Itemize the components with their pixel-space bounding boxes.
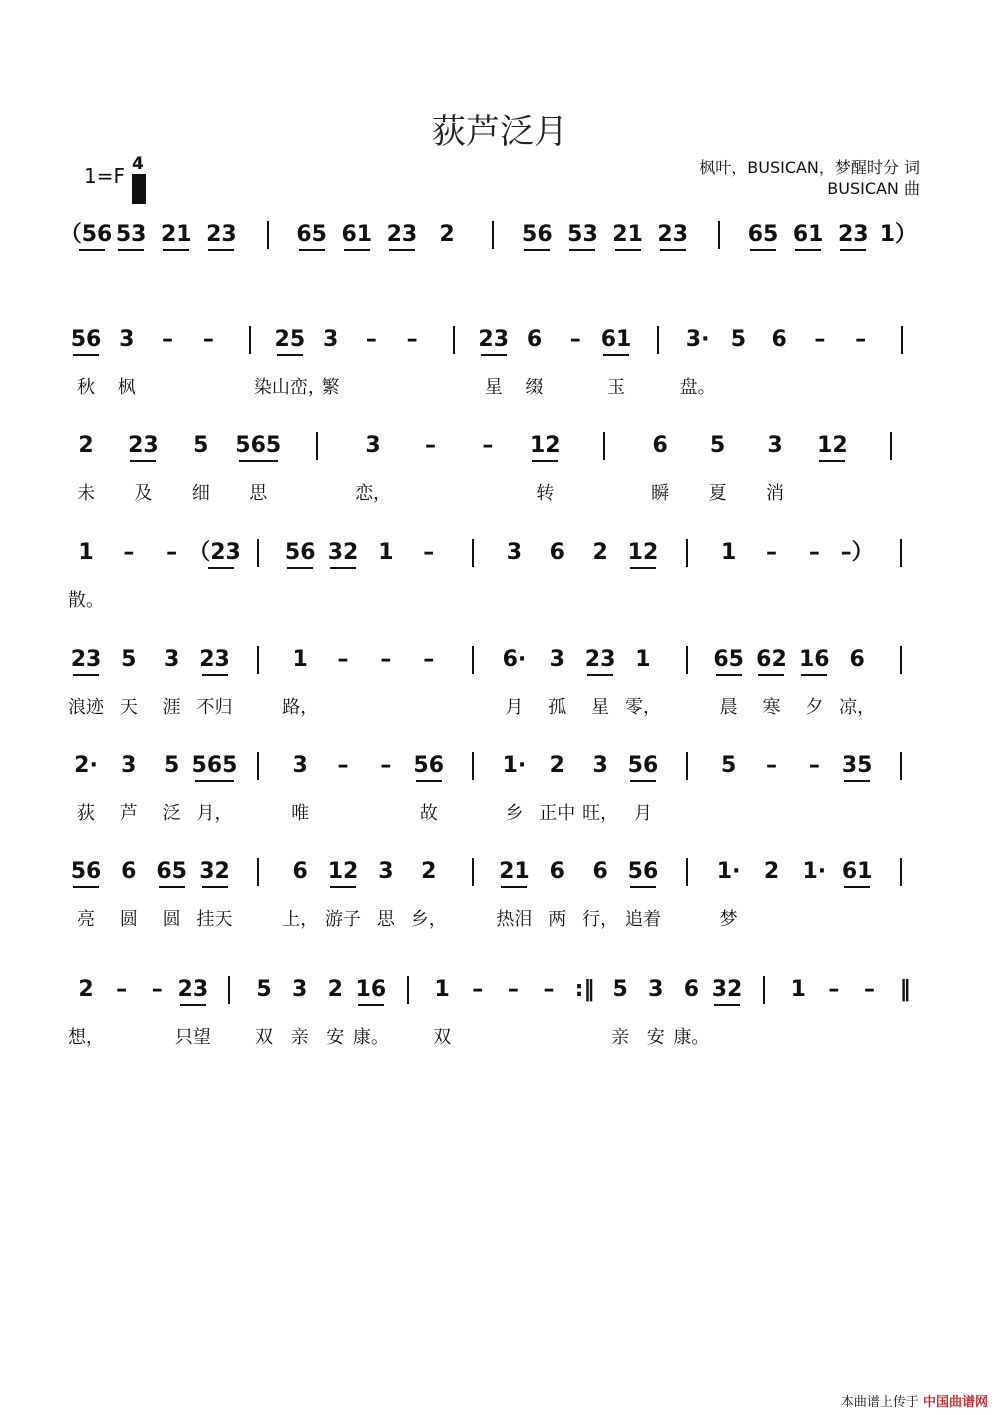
note-token: 53 [567,222,598,247]
note-token: 23 [657,222,689,247]
key-signature: 1=F [84,164,125,188]
time-signature [132,154,144,194]
note-token: 3 [549,647,565,672]
barline [686,646,688,674]
beam-underline [660,249,686,251]
lyric-text: 及 [134,483,153,504]
note-token: 32 [327,540,359,565]
lyric-text: 繁 [321,377,340,398]
note-token: 3 [506,540,523,565]
note-token: 6 [549,859,565,884]
barline [472,752,474,780]
note-token: 61 [841,859,873,884]
lyric-text: 芦 [119,803,138,824]
barline [472,858,474,886]
lyric-text: 思 [249,483,268,504]
note-token: – [828,977,840,1002]
note-token: 2 [327,977,343,1002]
lyric-text: 圆 [119,909,138,930]
note-token: – [151,977,163,1002]
note-token: 6 [771,327,787,352]
lyric-text: 康。 [673,1027,710,1048]
barline [472,539,474,567]
beam-underline [603,354,629,356]
note-token: 23 [837,222,869,247]
note-token: 6 [549,540,565,565]
note-token: 2 [78,977,94,1002]
lyric-text: 亮 [77,909,95,930]
lyric-text: 玉 [607,377,626,398]
lyric-text: 正中 [539,803,576,824]
lyric-text: 夏 [708,483,727,504]
note-token: 3 [292,977,308,1002]
barline [257,752,259,780]
lyric-text: 凉， [839,697,876,718]
beam-underline [73,354,99,356]
lyric-text: 两 [548,909,567,930]
beam-underline [615,249,641,251]
note-token: :‖ [574,977,595,1002]
lyric-text: 未 [77,483,95,504]
note-token: 23 [177,977,209,1002]
lyric-text: 只望 [174,1027,211,1048]
beam-underline [389,249,415,251]
note-token: 23 [206,222,237,247]
note-token: ‖ [899,977,911,1002]
beam-underline [844,780,870,782]
lyric-text: 路， [282,697,319,718]
note-token: – [406,327,418,352]
note-token: 3 [119,327,135,352]
beam-underline [758,674,784,676]
beam-underline [630,886,656,888]
note-token: 23 [478,327,510,352]
note-token: 2 [592,540,608,565]
note-token: （23 [188,540,241,565]
barline [901,326,903,354]
barline [900,752,902,780]
note-token: – [423,540,435,565]
barline [686,858,688,886]
note-token: – [808,540,820,565]
lyric-text: 缀 [525,377,544,398]
note-token: 56 [413,753,445,778]
barline [603,432,605,460]
score-system [0,976,1000,1056]
barline [257,858,259,886]
note-token: 1 [790,977,806,1002]
lyric-text: 浪迹 [68,697,104,718]
beam-underline [208,567,234,569]
lyric-text: 双 [255,1027,274,1048]
beam-underline [277,354,303,356]
note-token: 56 [522,222,553,247]
lyric-text: 乡 [505,803,524,824]
lyric-text: 唯 [291,803,310,824]
credits [699,157,920,199]
beam-underline [73,674,99,676]
note-token: 3 [322,327,339,352]
note-token: 53 [115,222,147,247]
beam-underline [202,886,228,888]
lyric-text: 康。 [352,1027,389,1048]
note-token: 12 [327,859,359,884]
note-token: 56 [70,859,102,884]
beam-underline [795,249,821,251]
note-token: （56 [59,222,113,247]
note-token: 3 [365,433,381,458]
barline [763,976,765,1004]
note-token: 32 [199,859,230,884]
note-token: 3 [767,433,783,458]
note-token: 65 [156,859,187,884]
note-token: – [482,433,494,458]
note-token: 565 [191,753,238,778]
barline [900,858,902,886]
note-token: 1· [802,859,827,884]
footer [841,1391,988,1410]
note-token: 5 [720,753,737,778]
note-token: 61 [792,222,824,247]
note-token: 16 [799,647,830,672]
barline [900,646,902,674]
lyric-text: 月 [505,697,524,718]
note-token: 56 [284,540,316,565]
lyric-text: 泛 [162,803,181,824]
note-token: 5 [256,977,272,1002]
beam-underline [840,249,866,251]
note-token: 1 [720,540,737,565]
note-token: 6 [592,859,608,884]
note-token: 5 [121,647,137,672]
lyric-text: 晨 [719,697,738,718]
beam-underline [532,460,558,462]
lyric-text: 亲 [611,1027,630,1048]
beam-underline [844,886,870,888]
note-token: 2· [74,753,98,778]
note-token: – [380,753,392,778]
note-token: 5 [193,433,209,458]
note-token: 1 [378,540,394,565]
barline [316,432,318,460]
beam-underline [716,674,742,676]
barline [718,221,720,249]
note-token: – [424,433,436,458]
note-token: 3 [121,753,137,778]
lyric-text: 寒 [762,697,781,718]
note-token: – [507,977,519,1002]
note-token: 21 [499,859,530,884]
lyric-text: 星 [591,697,610,718]
note-token: 21 [612,222,643,247]
lyric-text: 双 [433,1027,452,1048]
beam-underline [416,780,442,782]
note-token: 23 [128,433,159,458]
beam-underline [159,886,185,888]
note-token: 1 [635,647,651,672]
note-token: 56 [627,753,659,778]
note-token: 23 [199,647,230,672]
time-sig-top: 4 [132,154,144,174]
beam-underline [180,1004,206,1006]
note-token: – [337,753,349,778]
note-token: 56 [70,327,102,352]
note-token: – [162,327,174,352]
note-token: 3· [685,327,710,352]
beam-underline [750,249,776,251]
beam-underline [344,249,370,251]
beam-underline [330,886,356,888]
note-token: – [423,647,435,672]
note-token: – [855,327,867,352]
note-token: 3 [592,753,608,778]
lyric-text: 消 [765,483,784,504]
note-token: 62 [756,647,787,672]
beam-underline [163,249,189,251]
note-token: – [337,647,349,672]
note-token: 2 [421,859,437,884]
barline [657,326,659,354]
beam-underline [630,567,656,569]
page-title: 荻芦泛月 [432,112,568,152]
note-token: 12 [530,433,561,458]
lyric-text: 追着 [624,909,661,930]
note-token: –） [840,540,874,565]
note-token: – [814,327,826,352]
lyric-text: 孤 [548,697,567,718]
note-token: 5 [730,327,747,352]
note-token: – [123,540,135,565]
lyric-text: 挂天 [196,909,233,930]
lyric-text: 乡， [410,909,447,930]
note-token: 65 [296,222,327,247]
barline [249,326,251,354]
note-token: 2 [763,859,780,884]
note-token: 3 [648,977,664,1002]
lyric-text: 涯 [162,697,181,718]
beam-underline [481,354,507,356]
lyric-text: 月 [633,803,652,824]
note-token: – [380,647,392,672]
lyricist-credit: 枫叶，BUSICAN，梦醒时分 词 [699,158,920,177]
barline [686,539,688,567]
note-token: 6 [121,859,137,884]
lyric-text: 月， [196,803,233,824]
note-token: 1· [502,753,527,778]
barline [492,221,494,249]
barline [257,539,259,567]
beam-underline [358,1004,384,1006]
note-token: 1 [78,540,94,565]
beam-underline [79,249,105,251]
note-token: – [569,327,581,352]
beam-underline [714,1004,740,1006]
note-token: 23 [70,647,102,672]
lyric-text: 夕 [805,697,824,718]
note-token: 23 [386,222,418,247]
score-system [0,326,1000,406]
beam-underline [299,249,325,251]
lyric-text: 天 [119,697,138,718]
note-token: – [765,753,777,778]
note-token: 23 [584,647,616,672]
barline [686,752,688,780]
note-token: 2 [78,433,94,458]
beam-underline [239,460,278,462]
score-system [0,221,1000,301]
lyric-text: 旺， [582,803,619,824]
note-token: 16 [355,977,387,1002]
beam-underline [587,674,613,676]
barline [890,432,892,460]
lyric-text: 星 [484,377,503,398]
note-token: 6 [526,327,543,352]
score-system [0,432,1000,512]
note-token: – [166,540,178,565]
note-token: – [116,977,128,1002]
lyric-text: 安 [646,1027,665,1048]
lyric-text: 细 [191,483,210,504]
beam-underline [202,674,228,676]
note-token: 6· [502,647,527,672]
lyric-text: 思 [376,909,395,930]
barline [900,539,902,567]
lyric-text: 亲 [290,1027,309,1048]
note-token: 5 [612,977,628,1002]
lyric-text: 秋 [77,377,95,398]
note-token: 35 [841,753,873,778]
note-token: 1 [292,647,308,672]
note-token: 1· [716,859,741,884]
note-token: 61 [341,222,373,247]
footer-text: 本曲谱上传于 [840,1395,919,1410]
beam-underline [118,249,144,251]
footer-site: 中国曲谱网 [922,1395,988,1410]
beam-underline [524,249,550,251]
note-token: – [472,977,484,1002]
lyric-text: 热泪 [496,909,533,930]
barline [453,326,455,354]
note-token: 6 [652,433,668,458]
score-system [0,539,1000,619]
lyric-text: 行， [582,909,619,930]
note-token: – [863,977,875,1002]
note-token: 12 [817,433,848,458]
note-token: – [808,753,820,778]
lyric-text: 瞬 [651,483,670,504]
note-token: – [365,327,377,352]
note-token: 12 [627,540,659,565]
note-token: 65 [747,222,779,247]
lyric-text: 游子 [325,909,362,930]
note-token: 3 [378,859,394,884]
lyric-text: 零， [624,697,661,718]
lyric-text: 圆 [162,909,181,930]
lyric-text: 上， [282,909,319,930]
barline [472,646,474,674]
note-token: 32 [711,977,743,1002]
note-token: 2 [439,222,455,247]
note-token: 2 [549,753,565,778]
beam-underline [501,886,527,888]
note-token: 565 [235,433,282,458]
note-token: 65 [713,647,744,672]
beam-underline [630,780,656,782]
beam-underline [130,460,156,462]
lyric-text: 不归 [196,697,233,718]
lyric-text: 枫 [117,377,136,398]
note-token: – [543,977,555,1002]
lyric-text: 恋， [355,483,392,504]
note-token: 1） [879,222,918,247]
lyric-text: 故 [419,803,438,824]
note-token: – [765,540,777,565]
lyric-text: 盘。 [679,377,716,398]
note-token: – [202,327,214,352]
lyric-text: 散。 [68,590,104,611]
score-system [0,858,1000,938]
barline [407,976,409,1004]
lyric-text: 安 [326,1027,345,1048]
note-token: 25 [274,327,306,352]
lyric-text: 转 [536,483,555,504]
note-token: 61 [600,327,632,352]
note-token: 5 [164,753,180,778]
beam-underline [287,567,313,569]
beam-underline [330,567,356,569]
beam-underline [195,780,234,782]
beam-underline [819,460,845,462]
lyric-text: 染山峦， [253,377,326,398]
note-token: 6 [292,859,308,884]
lyric-text: 梦 [719,909,738,930]
note-token: 21 [160,222,192,247]
lyric-text: 想， [68,1027,104,1048]
note-token: 1 [434,977,450,1002]
note-token: 56 [627,859,659,884]
beam-underline [73,886,99,888]
beam-underline [208,249,234,251]
beam-underline [569,249,595,251]
note-token: 6 [849,647,865,672]
note-token: 3 [164,647,180,672]
note-token: 6 [683,977,700,1002]
barline [228,976,230,1004]
note-token: 5 [709,433,726,458]
score-system [0,646,1000,726]
composer-credit: BUSICAN 曲 [827,179,920,198]
score-system [0,752,1000,832]
barline [267,221,269,249]
barline [257,646,259,674]
lyric-text: 荻 [77,803,95,824]
note-token: 3 [292,753,308,778]
beam-underline [801,674,827,676]
